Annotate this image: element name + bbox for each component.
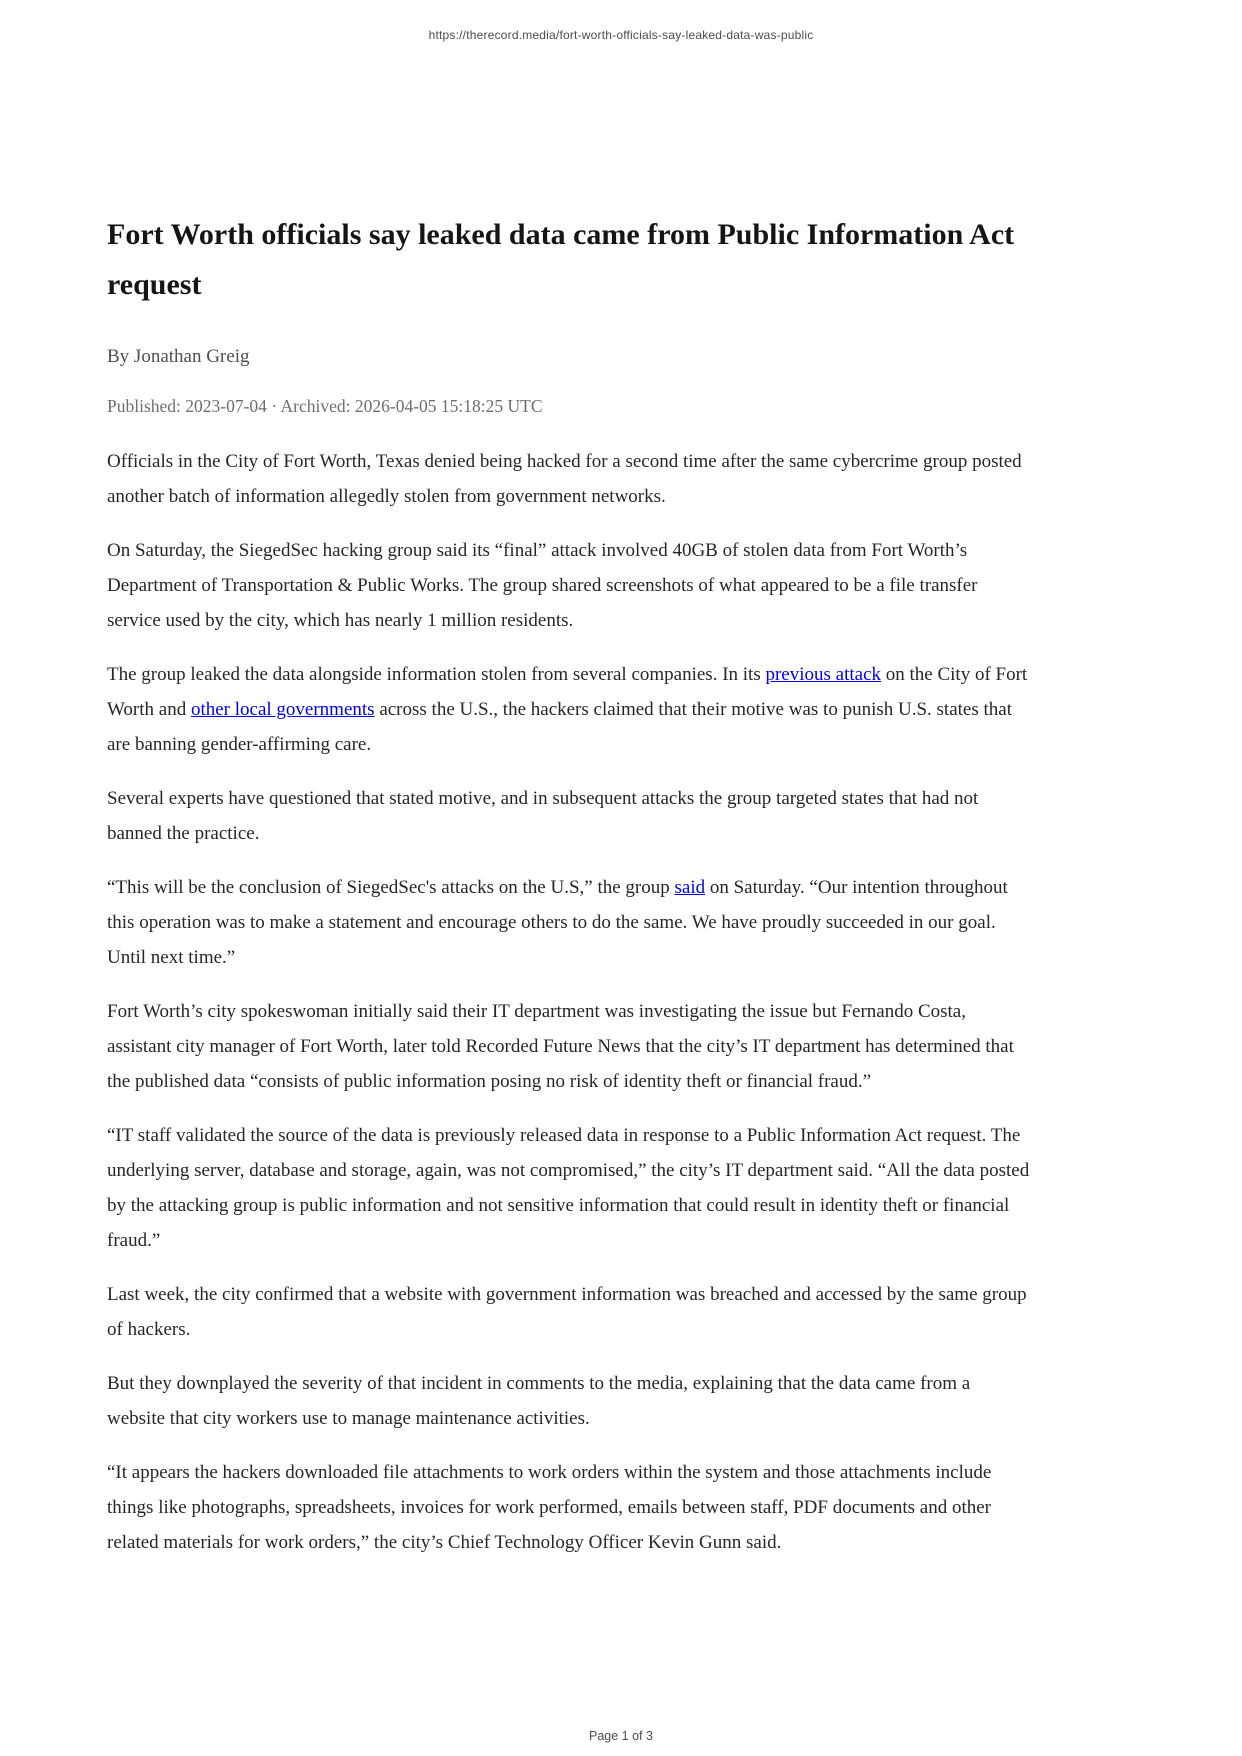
paragraph-text: Several experts have questioned that stated motive, and in subsequent attacks the group targeted states that had not banned the practice. <box>107 788 979 844</box>
article-title: Fort Worth officials say leaked data came from Public Information Act request <box>107 218 1015 301</box>
article-meta-dates: Published: 2023-07-04 · Archived: 2026-04-05 15:18:25 UTC <box>107 396 543 416</box>
paragraph <box>107 1118 1032 1258</box>
paragraph-text: But they downplayed the severity of that incident in comments to the media, explaining that the data came from a website that city workers use to manage maintenance activities. <box>107 1373 971 1429</box>
paragraph-text: “It appears the hackers downloaded file attachments to work orders within the system and those attachments include things like photographs, spreadsheets, invoices for work performed, emails between staff, PDF documents and other related materials for work orders,” the city’s Chief Technology Officer Kevin Gunn said. <box>107 1462 992 1553</box>
paragraph <box>107 657 1032 762</box>
paragraph <box>107 444 1032 514</box>
paragraph-text: Fort Worth’s city spokeswoman initially said their IT department was investigating the issue but Fernando Costa, assistant city manager of Fort Worth, later told Recorded Future News that the city’s IT department has determined that the published data “consists of public information posing no risk of identity theft or financial fraud.” <box>107 1001 1014 1092</box>
paragraph-text: Officials in the City of Fort Worth, Texas denied being hacked for a second time after the same cybercrime group posted another batch of information allegedly stolen from government networks. <box>107 451 1022 507</box>
page-number: Page 1 of 3 <box>589 1729 653 1743</box>
inline-link[interactable]: other local governments <box>190 699 375 720</box>
inline-link[interactable]: said <box>674 877 706 898</box>
paragraph <box>107 994 1032 1099</box>
paragraph-text: across the U.S., the hackers claimed that their motive was to punish U.S. states that are banning gender-affirming care. <box>107 699 1012 755</box>
paragraph <box>107 1455 1032 1560</box>
article-container <box>107 0 1032 1579</box>
paragraph <box>107 1366 1032 1436</box>
paragraph-text: On Saturday, the SiegedSec hacking group said its “final” attack involved 40GB of stolen data from Fort Worth’s Department of Transportation & Public Works. The group shared screenshots of what appeared to be a file transfer service used by the city, which has nearly 1 million residents. <box>107 540 978 631</box>
article-byline: By Jonathan Greig <box>107 346 250 367</box>
article-body <box>107 444 1032 1560</box>
paragraph <box>107 781 1032 851</box>
paragraph-text: Last week, the city confirmed that a website with government information was breached and accessed by the same group of hackers. <box>107 1284 1027 1340</box>
paragraph-text: The group leaked the data alongside information stolen from several companies. In its <box>107 664 766 685</box>
inline-link[interactable]: previous attack <box>765 664 882 685</box>
paragraph-text: “This will be the conclusion of SiegedSec's attacks on the U.S,” the group <box>107 877 675 898</box>
paragraph <box>107 533 1032 638</box>
paragraph-text: on the City of Fort Worth and <box>107 664 1028 720</box>
paragraph <box>107 870 1032 975</box>
paragraph <box>107 1277 1032 1347</box>
page-url: https://therecord.media/fort-worth-officials-say-leaked-data-was-public <box>428 28 814 42</box>
paragraph-text: “IT staff validated the source of the data is previously released data in response to a Public Information Act request. The underlying server, database and storage, again, was not compromised,” the city’s IT department said. “All the data posted by the attacking group is public information and not sensitive information that could result in identity theft or financial fraud.” <box>107 1125 1030 1251</box>
paragraph-text: on Saturday. “Our intention throughout this operation was to make a statement and encourage others to do the same. We have proudly succeeded in our goal. Until next time.” <box>107 877 1008 968</box>
